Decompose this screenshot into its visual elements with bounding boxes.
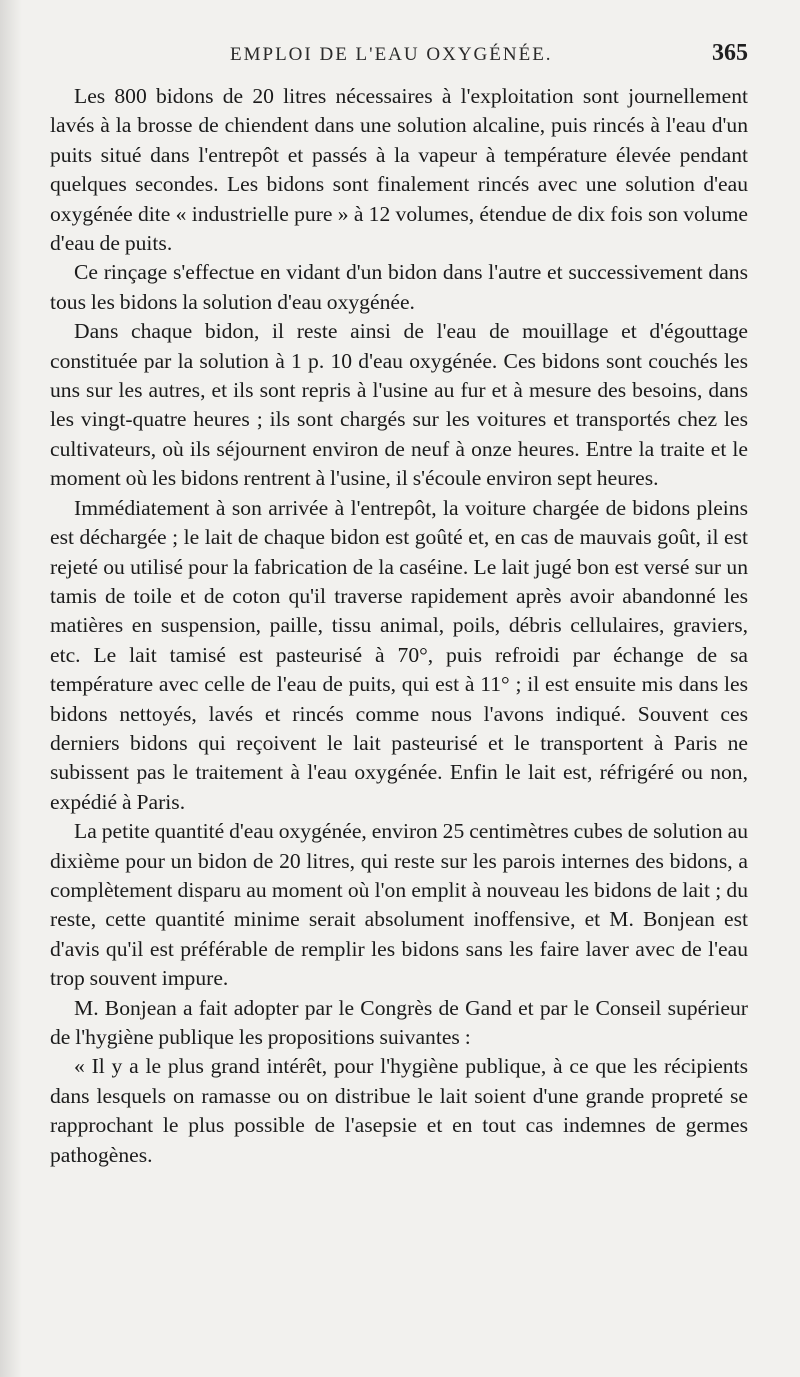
- paragraph: Ce rinçage s'effectue en vidant d'un bidon dans l'autre et successivement dans tous les bidons la solution d'eau oxygénée.: [50, 260, 748, 314]
- paragraph: « Il y a le plus grand intérêt, pour l'hygiène publique, à ce que les récipients dans lesquels on ramasse ou on distribue le lait soient d'une grande propreté se rapprochant le plus possible de l'asepsie et en tout cas indemnes de germes pathogènes.: [50, 1054, 748, 1167]
- page-header: [50, 34, 748, 82]
- running-title: EMPLOI DE L'EAU OXYGÉNÉE.: [230, 44, 553, 65]
- paragraph: Les 800 bidons de 20 litres nécessaires à l'exploitation sont journellement lavés à la brosse de chiendent dans une solution alcaline, puis rincés à l'eau d'un puits situé dans l'entrepôt et passés à la vapeur à température élevée pendant quelques secondes. Les bidons sont finalement rincés avec une solution d'eau oxygénée dite « industrielle pure » à 12 volumes, étendue de dix fois son volume d'eau de puits.: [50, 84, 748, 256]
- paragraph: La petite quantité d'eau oxygénée, environ 25 centimètres cubes de solution au dixième pour un bidon de 20 litres, qui reste sur les parois internes des bidons, a complètement disparu au moment où l'on emplit à nouveau les bidons de lait ; du reste, cette quantité minime serait absolument inoffensive, et M. Bonjean est d'avis qu'il est préférable de remplir les bidons sans les faire laver avec de l'eau trop souvent impure.: [50, 819, 748, 991]
- page-number: 365: [712, 40, 748, 66]
- body-text: [50, 82, 748, 1170]
- paragraph: Dans chaque bidon, il reste ainsi de l'eau de mouillage et d'égouttage constituée par la solution à 1 p. 10 d'eau oxygénée. Ces bidons sont couchés les uns sur les autres, et ils sont repris à l'usine au fur et à mesure des besoins, dans les vingt-quatre heures ; ils sont chargés sur les voitures et transportés chez les cultivateurs, où ils séjournent environ de neuf à onze heures. Entre la traite et le moment où les bidons rentrent à l'usine, il s'écoule environ sept heures.: [50, 319, 748, 491]
- paragraph: M. Bonjean a fait adopter par le Congrès de Gand et par le Conseil supérieur de l'hygiène publique les propositions suivantes :: [50, 995, 748, 1049]
- paragraph: Immédiatement à son arrivée à l'entrepôt, la voiture chargée de bidons pleins est déchargée ; le lait de chaque bidon est goûté et, en cas de mauvais goût, il est rejeté ou utilisé pour la fabrication de la caséine. Le lait jugé bon est versé sur un tamis de toile et de coton qu'il traverse rapidement après avoir abandonné les matières en suspension, paille, tissu animal, poils, débris cellulaires, graviers, etc. Le lait tamisé est pasteurisé à 70°, puis refroidi par échange de sa température avec celle de l'eau de puits, qui est à 11° ; il est ensuite mis dans les bidons nettoyés, lavés et rincés comme nous l'avons indiqué. Souvent ces derniers bidons qui reçoivent le lait pasteurisé et le transportent à Paris ne subissent pas le traitement à l'eau oxygénée. Enfin le lait est, réfrigéré ou non, expédié à Paris.: [50, 495, 748, 814]
